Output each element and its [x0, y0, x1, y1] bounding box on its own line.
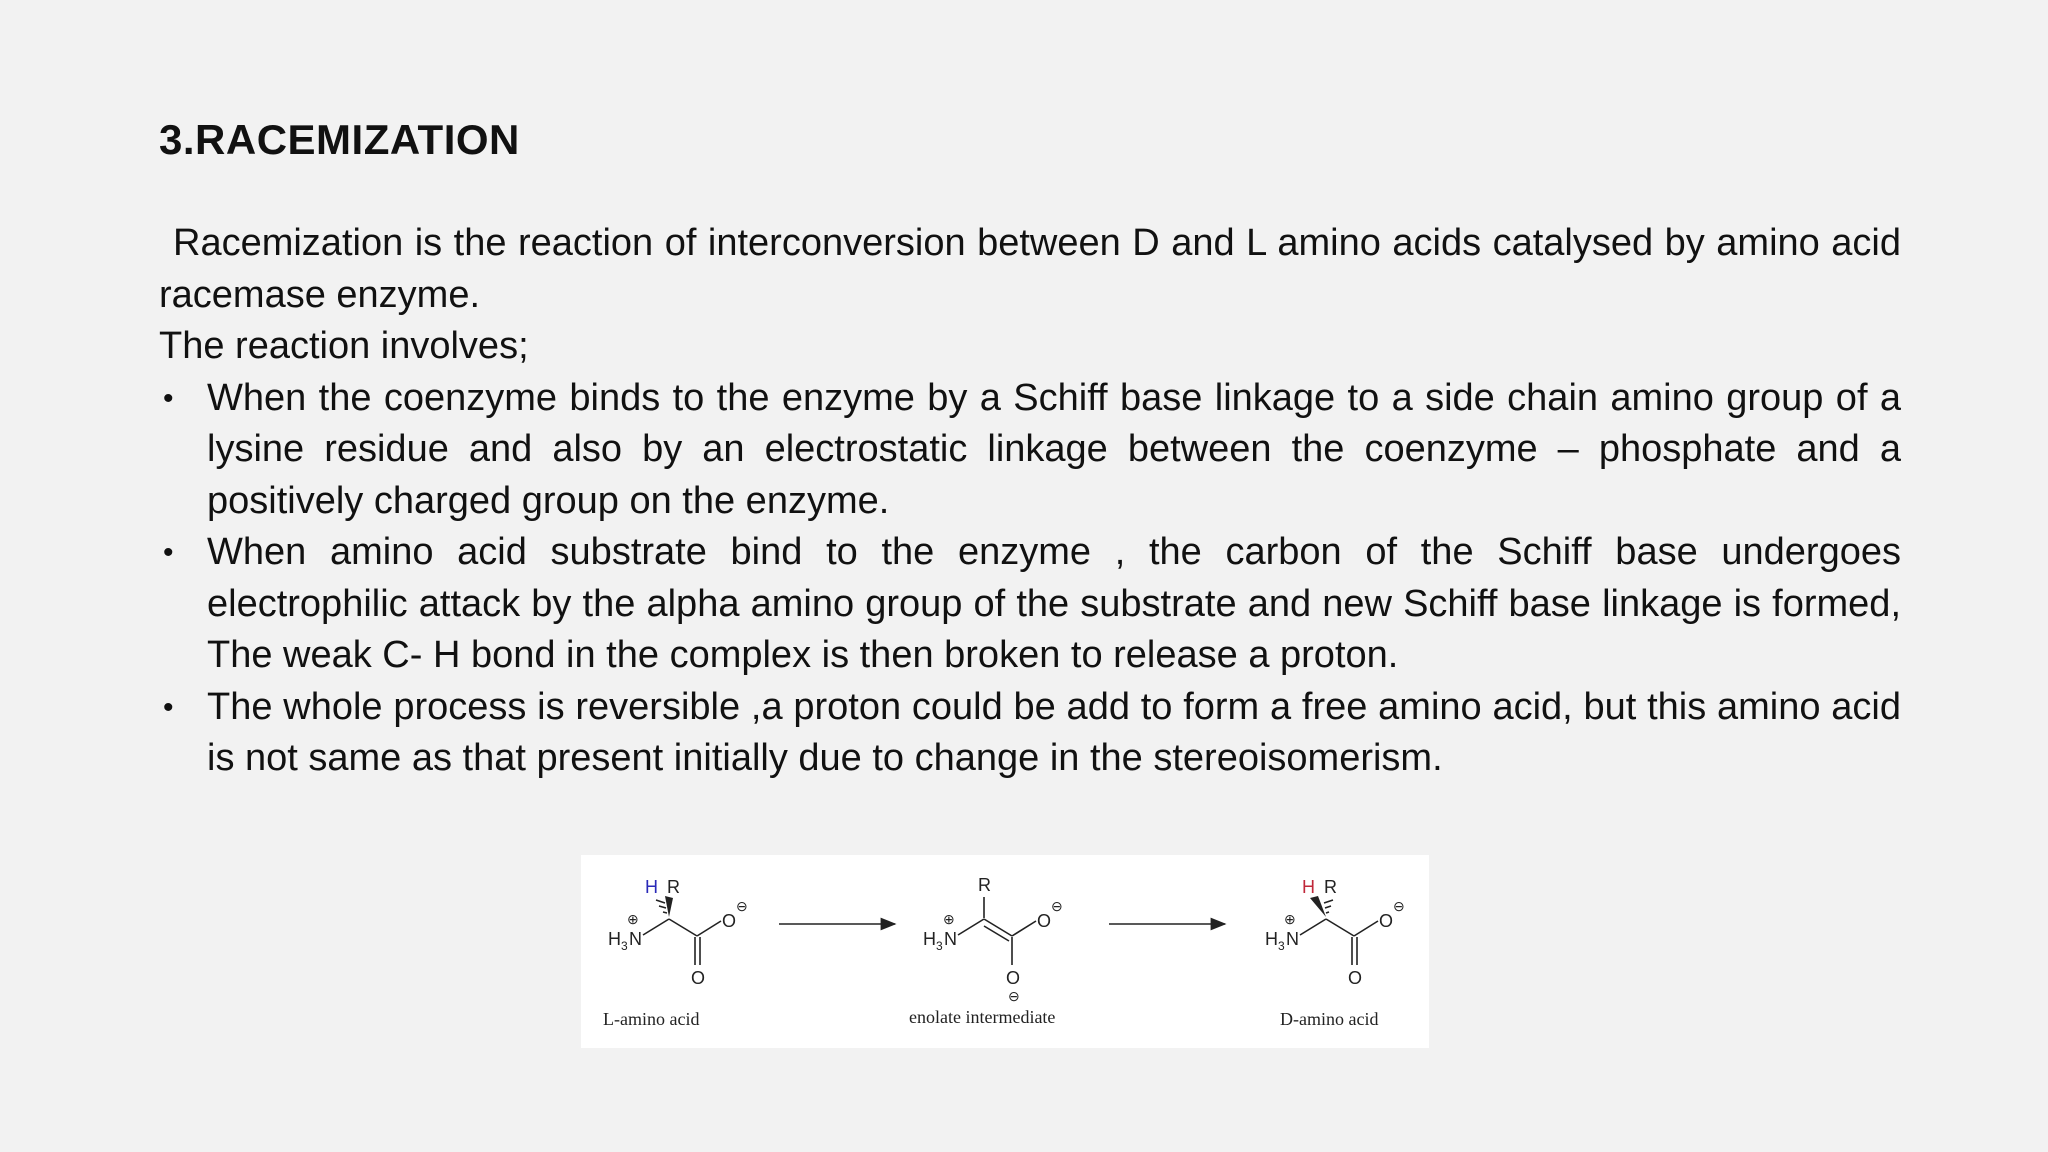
- bullet-text: The whole process is reversible ,a proton could be add to form a free amino acid, but this amino acid is not same as that present initially due to change in the stereoisomerism.: [207, 685, 1901, 779]
- enolate-amine-h: H: [923, 929, 936, 949]
- l-r-group: R: [667, 877, 680, 897]
- d-hash-bond: [1324, 900, 1333, 913]
- d-hydrogen-atom: H: [1302, 877, 1315, 897]
- bullet-icon: •: [163, 536, 174, 569]
- bullet-icon: •: [163, 690, 174, 724]
- l-wedge-bond: [665, 896, 673, 917]
- enolate-plus-charge: ⊕: [943, 911, 955, 927]
- d-r-group: R: [1324, 877, 1337, 897]
- l-carboxyl-oxygen: O: [722, 911, 737, 931]
- enolate-amine-n: N: [944, 929, 957, 949]
- bullet-item: [159, 527, 1901, 682]
- l-hash-bond: [656, 900, 667, 913]
- lead-line: The reaction involves;: [159, 325, 529, 367]
- caption-l-amino-acid: L-amino acid: [603, 1009, 700, 1029]
- l-minus-charge: ⊖: [736, 898, 748, 914]
- d-amine-n: N: [1286, 929, 1299, 949]
- l-amine-subscript: 3: [621, 939, 628, 953]
- l-plus-charge: ⊕: [627, 911, 639, 927]
- bullet-item: [159, 682, 1901, 785]
- d-amine-h: H: [1265, 929, 1278, 949]
- racemization-reaction-figure: [581, 855, 1429, 1048]
- bullet-list: [159, 373, 1901, 785]
- l-amine-h: H: [608, 929, 621, 949]
- enolate-intermediate-structure: [923, 875, 1063, 1004]
- l-amino-acid-structure: [608, 877, 748, 988]
- intro-paragraph: Racemization is the reaction of interconversion between D and L amino acids catalysed by amino acid racemase enzyme.: [159, 222, 1901, 316]
- enolate-bottom-oxygen: O: [1006, 968, 1021, 988]
- d-wedge-bond: [1310, 896, 1326, 917]
- enolate-top-minus: ⊖: [1051, 898, 1063, 914]
- d-carbonyl-oxygen: O: [1348, 968, 1363, 988]
- l-carbonyl-oxygen: O: [691, 968, 706, 988]
- d-plus-charge: ⊕: [1284, 911, 1296, 927]
- d-amino-acid-structure: [1265, 877, 1405, 988]
- slide-title: 3.RACEMIZATION: [159, 116, 520, 163]
- reaction-scheme: [581, 855, 1429, 1048]
- bullet-icon: •: [163, 381, 174, 415]
- l-hydrogen-atom: H: [645, 877, 658, 897]
- enolate-bottom-minus: ⊖: [1008, 988, 1020, 1004]
- bullet-item: [159, 373, 1901, 528]
- enolate-r-group: R: [978, 875, 991, 895]
- d-amine-subscript: 3: [1278, 939, 1285, 953]
- d-minus-charge: ⊖: [1393, 898, 1405, 914]
- bullet-text: When the coenzyme binds to the enzyme by a Schiff base linkage to a side chain amino group of a lysine residue and also by an electrostatic linkage between the coenzyme – phosphate and a positively charged group on the enzyme.: [207, 376, 1901, 522]
- enolate-top-oxygen: O: [1037, 911, 1052, 931]
- caption-enolate-intermediate: enolate intermediate: [909, 1007, 1056, 1027]
- enolate-amine-subscript: 3: [936, 939, 943, 953]
- l-amine-n: N: [629, 929, 642, 949]
- bullet-text: When amino acid substrate bind to the enzyme , the carbon of the Schiff base undergoes electrophilic attack by the alpha amino group of the substrate and new Schiff base linkage is formed, The weak C- H bond in the complex is then broken to release a proton.: [207, 531, 1901, 676]
- d-carboxyl-oxygen: O: [1379, 911, 1394, 931]
- slide-body: [159, 218, 1901, 785]
- caption-d-amino-acid: D-amino acid: [1280, 1009, 1379, 1029]
